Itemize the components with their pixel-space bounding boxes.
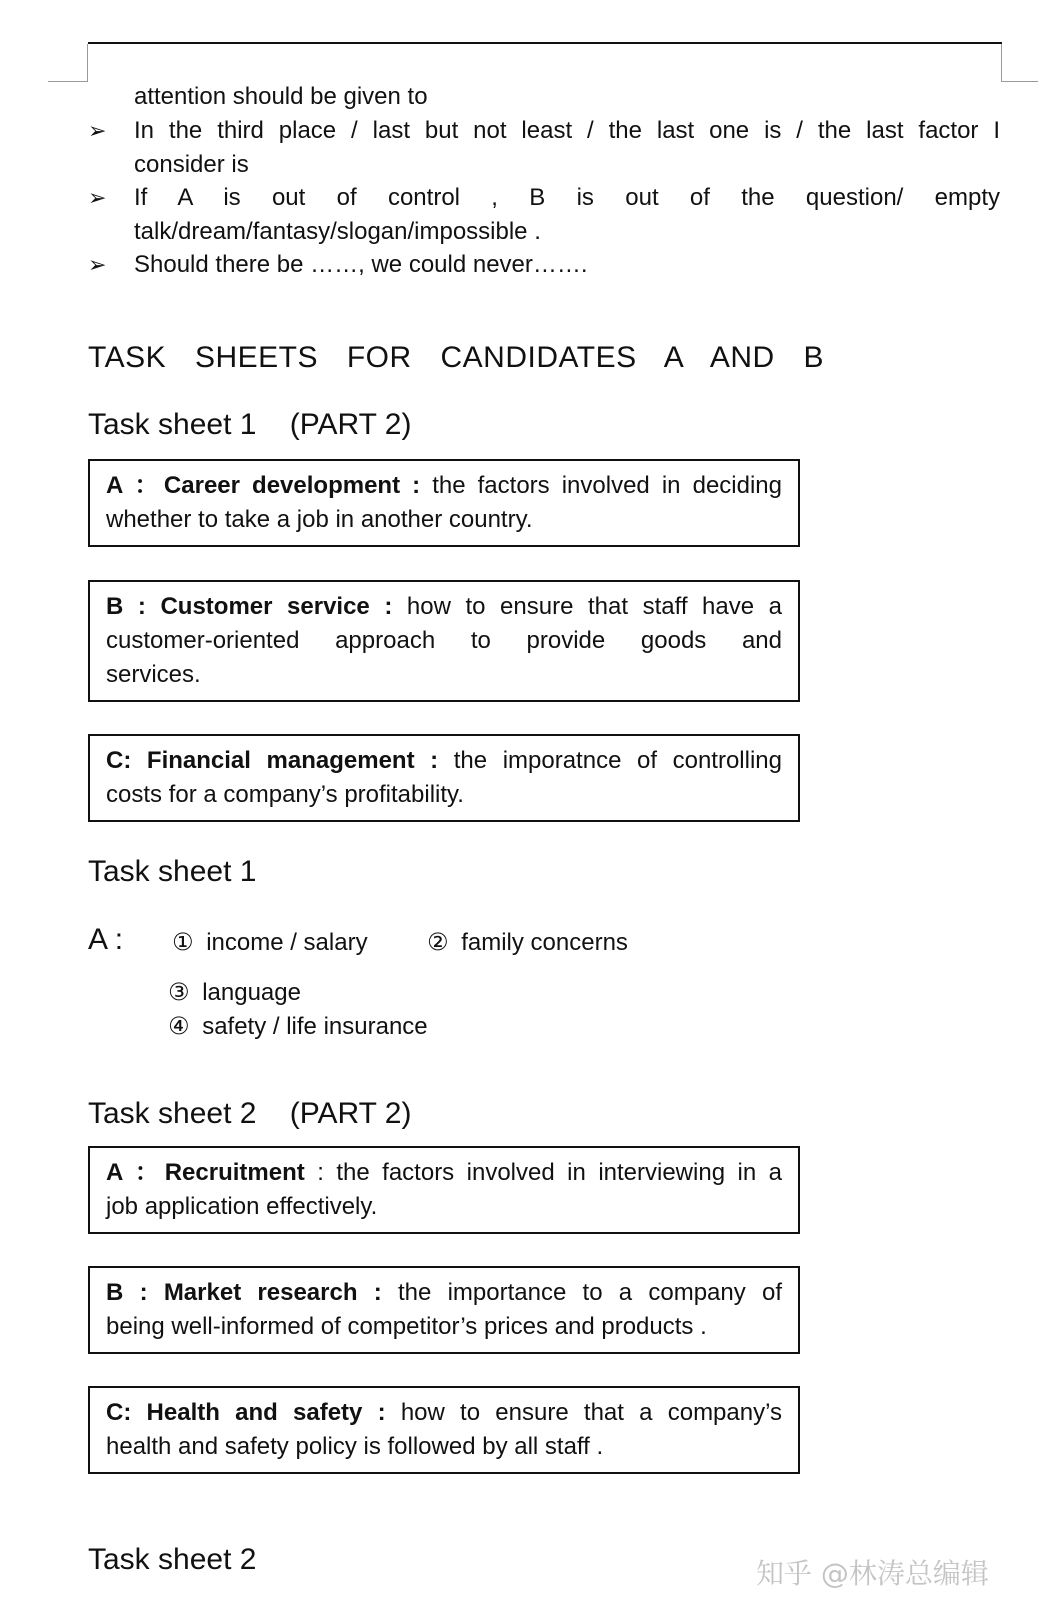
bullet-arrow-icon: ➢ bbox=[88, 252, 107, 277]
task-2-box-a bbox=[88, 1146, 800, 1234]
box-line-2: job application effectively. bbox=[106, 1193, 378, 1220]
box-prefix: A ： bbox=[106, 1159, 165, 1186]
bullet-3: Should there be ……, we could never……. bbox=[134, 251, 588, 278]
box-prefix: C: bbox=[106, 747, 147, 774]
task-2-box-c bbox=[88, 1386, 800, 1474]
box-topic: Customer service : bbox=[160, 593, 393, 620]
task-1-box-b bbox=[88, 580, 800, 702]
bullet-1-line-1: In the third place / last but not least / the last one is / the last factor I bbox=[134, 117, 1000, 144]
list-label: A : bbox=[88, 923, 124, 956]
task-1-box-c bbox=[88, 734, 800, 822]
header-rule bbox=[88, 42, 1002, 44]
box-line-1: the imporatnce of controlling bbox=[438, 747, 782, 774]
box-topic: Career development : bbox=[163, 472, 421, 499]
crop-mark-left bbox=[87, 44, 88, 82]
crop-mark-right-horizontal bbox=[1001, 81, 1038, 82]
box-line-1: the importance to a company of bbox=[381, 1279, 783, 1306]
bullet-1-line-2: consider is bbox=[134, 151, 249, 178]
box-prefix: B : bbox=[106, 593, 161, 620]
number-4-icon: ④ bbox=[168, 1012, 190, 1040]
number-1-icon: ① bbox=[172, 928, 194, 956]
bullet-2-line-2: talk/dream/fantasy/slogan/impossible . bbox=[134, 218, 541, 245]
watermark: 知乎 @林涛总编辑 bbox=[756, 1557, 989, 1590]
box-line-2: costs for a company’s profitability. bbox=[106, 781, 464, 808]
bullet-2-line-1: If A is out of control , B is out of the question/ empty bbox=[134, 184, 1000, 211]
box-line-2: being well-informed of competitor’s prices and products . bbox=[106, 1313, 707, 1340]
bullet-arrow-icon: ➢ bbox=[88, 118, 107, 143]
list-item: ① income / salary bbox=[172, 928, 368, 956]
box-line-1: the factors involved in deciding bbox=[420, 472, 783, 499]
number-3-icon: ③ bbox=[168, 978, 190, 1006]
box-line-2: health and safety policy is followed by all staff . bbox=[106, 1433, 604, 1460]
box-prefix: B : bbox=[106, 1279, 164, 1306]
crop-mark-right bbox=[1001, 44, 1002, 82]
task-sheet-2-heading: Task sheet 2 (PART 2) bbox=[88, 1097, 412, 1130]
task-2-box-b bbox=[88, 1266, 800, 1354]
box-line-2: customer-oriented approach to provide goods and bbox=[106, 627, 782, 654]
task-1-box-a bbox=[88, 459, 800, 547]
crop-mark-left-horizontal bbox=[48, 81, 88, 82]
task-sheet-1-heading: Task sheet 1 (PART 2) bbox=[88, 408, 412, 441]
box-topic: Financial management : bbox=[146, 747, 439, 774]
box-prefix: A ： bbox=[106, 472, 164, 499]
list-item: ④ safety / life insurance bbox=[168, 1012, 428, 1040]
page-title: TASK SHEETS FOR CANDIDATES A AND B bbox=[88, 341, 825, 374]
task-sheet-1-list-heading: Task sheet 1 bbox=[88, 855, 257, 888]
box-line-1: how to ensure that a company’s bbox=[385, 1399, 782, 1426]
box-topic: Market research : bbox=[163, 1279, 382, 1306]
list-item: ② family concerns bbox=[427, 928, 628, 956]
bullet-arrow-icon: ➢ bbox=[88, 185, 107, 210]
box-topic: Health and safety : bbox=[146, 1399, 386, 1426]
box-line-3: services. bbox=[106, 661, 201, 688]
list-item: ③ language bbox=[168, 978, 301, 1006]
box-prefix: C: bbox=[106, 1399, 147, 1426]
box-line-2: whether to take a job in another country. bbox=[106, 506, 533, 533]
task-sheet-2-list-heading: Task sheet 2 bbox=[88, 1543, 257, 1576]
box-line-1: how to ensure that staff have a bbox=[392, 593, 782, 620]
continued-line: attention should be given to bbox=[134, 83, 428, 110]
box-topic: Recruitment bbox=[164, 1159, 305, 1186]
number-2-icon: ② bbox=[427, 928, 449, 956]
box-line-1: : the factors involved in interviewing in a bbox=[304, 1159, 782, 1186]
